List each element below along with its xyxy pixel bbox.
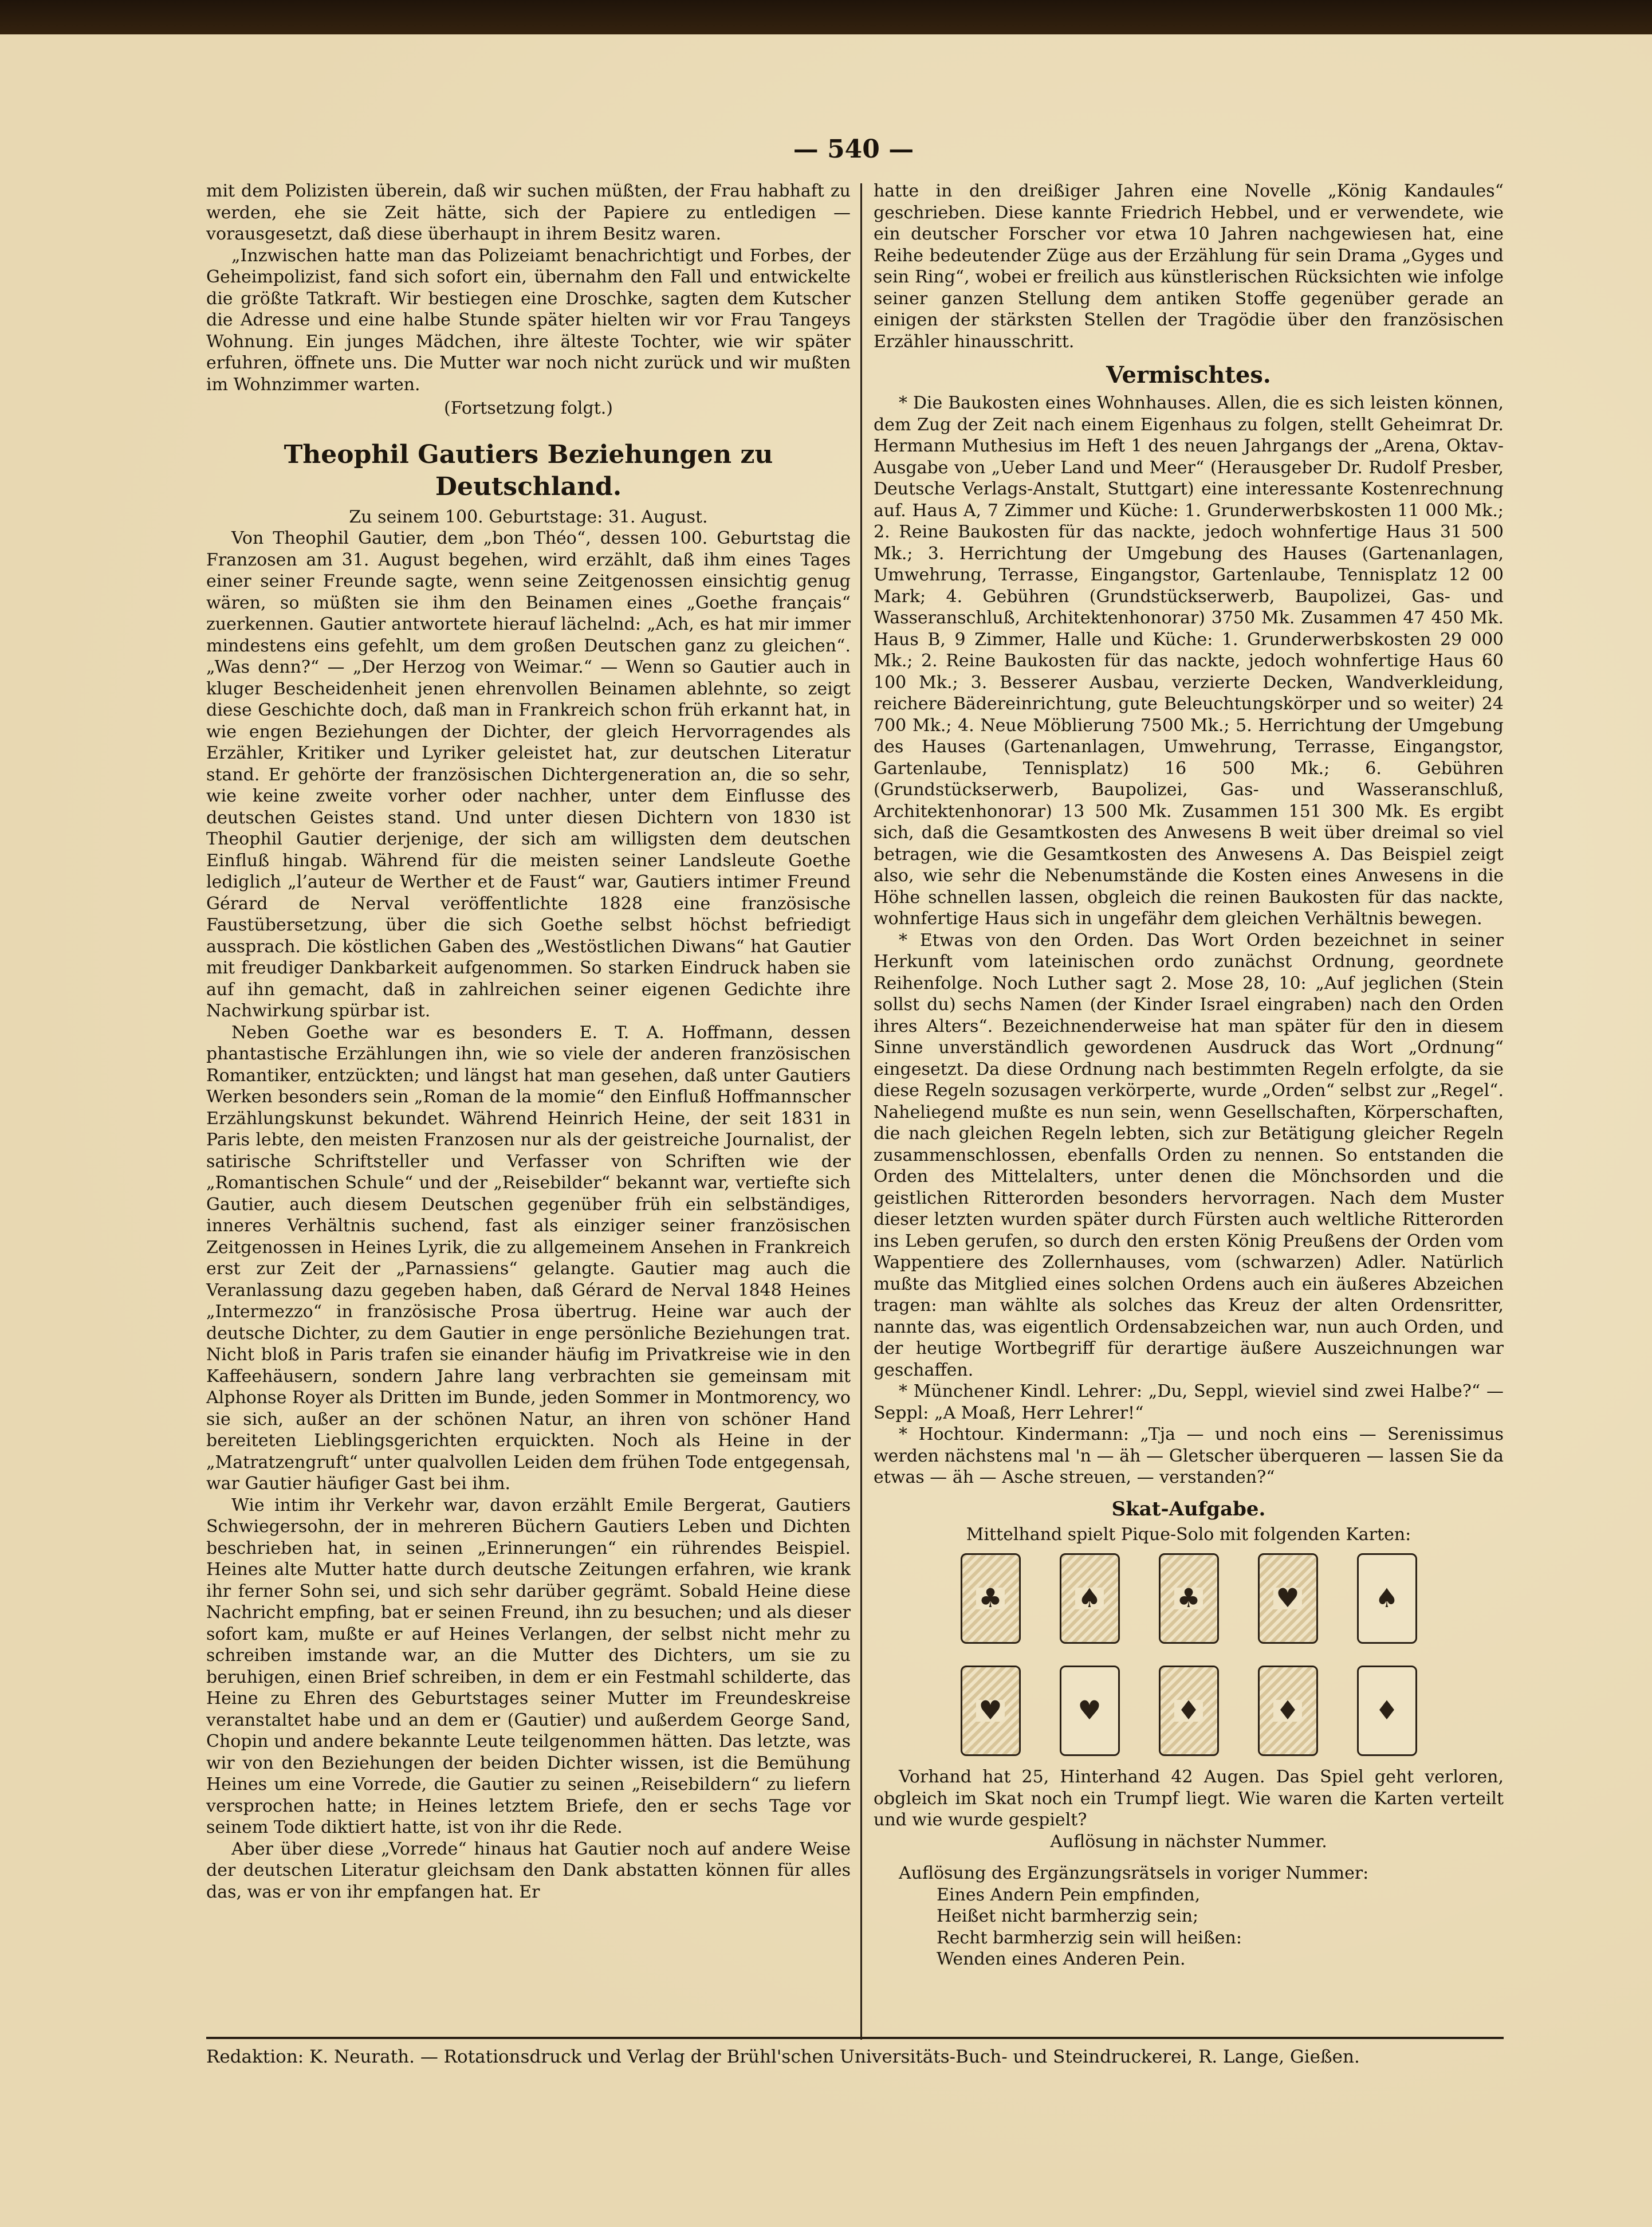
imprint: Redaktion: K. Neurath. — Rotationsdruck und Verlag der Brühl'schen Universitäts-Buch- und Steindruckerei, R. Lange, Gießen. — [206, 2047, 1360, 2067]
fortsetzung-note: (Fortsetzung folgt.) — [444, 398, 613, 418]
right-column — [874, 180, 1504, 1970]
spade-suit-icon: ♠ — [1075, 1588, 1103, 1609]
playing-card — [1357, 1666, 1417, 1756]
story-paragraph-2: „Inzwischen hatte man das Polizeiamt benachrichtigt und Forbes, der Geheimpolizist, fand sich sofort ein, übernahm den Fall und entwickelte die größte Tatkraft. Wir bestiegen eine Droschke, sagten dem Kutscher die Adresse und eine halbe Stunde später hielten wir vor Frau Tangeys Wohnung. Ein junges Mädchen, ihre älteste Tochter, wie wir später erfuhren, öffnete uns. Die Mutter war noch nicht zurück und wir mußten im Wohnzimmer warten. — [206, 245, 851, 395]
story-paragraph-1: mit dem Polizisten überein, daß wir suchen müßten, der Frau habhaft zu werden, ehe sie Zeit hätte, sich der Papiere zu entledigen — vorausgesetzt, daß diese überhaupt in ihrem Besitz waren. — [206, 181, 851, 244]
page-number: — 540 — — [793, 135, 914, 164]
skat-title: Skat-Aufgabe. — [1111, 1497, 1266, 1521]
article-paragraph-4: Aber über diese „Vorrede“ hinaus hat Gautier noch auf andere Weise der deutschen Literatur gleichsam den Dank abstatten können für alles das, was er von ihr empfangen hat. Er — [206, 1839, 851, 1902]
left-column — [206, 180, 851, 1903]
playing-card — [1060, 1666, 1120, 1756]
diamond-suit-icon: ♦ — [1375, 1695, 1399, 1726]
misc-item-baukosten: * Die Baukosten eines Wohnhauses. Allen, die es sich leisten können, dem Zug der Zeit nach einem Eigenhaus zu folgen, stellt Geheimrat Dr. Hermann Muthesius im Heft 1 des neuen Jahrgangs der „Arena, Oktav-Ausgabe von „Ueber Land und Meer“ (Herausgeber Dr. Rudolf Presber, Deutsche Verlags-Anstalt, Stuttgart) eine interessante Kostenrechnung auf. Haus A, 7 Zimmer und Küche: 1. Grunderwerbskosten 11 000 Mk.; 2. Reine Baukosten für das nackte, jedoch wohnfertige Haus 31 500 Mk.; 3. Herrichtung der Umgebung des Hauses (Gartenanlagen, Umwehrung, Terrasse, Eingangstor, Gartenlaube, Tennisplatz 12 00 Mark; 4. Gebühren (Grundstückserwerb, Baupolizei, Gas- und Wasseranschluß, Architektenhonorar) 3750 Mk. Zusammen 47 450 Mk. Haus B, 9 Zimmer, Halle und Küche: 1. Grunderwerbskosten 29 000 Mk.; 2. Reine Baukosten für das nackte, jedoch wohnfertige Haus 60 100 Mk.; 3. Besserer Ausbau, verzierte Decken, Wandverkleidung, reichere Bädereinrichtung, gute Beleuchtungskörper und so weiter) 24 700 Mk.; 4. Neue Möblierung 7500 Mk.; 5. Herrichtung der Umgebung des Hauses (Gartenanlagen, Umwehrung, Terrasse, Eingangstor, Gartenlaube, Tennisplatz) 16 500 Mk.; 6. Gebühren (Grundstückserwerb, Baupolizei, Gas- und Wasseranschluß, Architektenhonorar) 13 500 Mk. Zusammen 151 300 Mk. Es ergibt sich, daß die Gesamtkosten des Anwesens B weit über dreimal so viel betragen, wie die Gesamtkosten des Anwesens A. Das Beispiel zeigt also, wie sehr die Nebenumstände die Kosten eines Anwesens in die Höhe schnellen lassen, obgleich die reinen Baukosten für das nackte, wohnfertige Haus sich in ungefähr dem gleichen Verhältnis bewegen. — [874, 393, 1504, 929]
skat-solution-note: Auflösung in nächster Nummer. — [1050, 1831, 1327, 1852]
column-divider — [860, 183, 862, 2040]
verse-line: Eines Andern Pein empfinden, — [937, 1884, 1201, 1905]
heart-suit-icon: ♥ — [1273, 1588, 1301, 1609]
previous-solution-intro: Auflösung des Ergänzungsrätsels in voriger Nummer: — [899, 1863, 1369, 1883]
misc-item-orden: * Etwas von den Orden. Das Wort Orden bezeichnet in seiner Herkunft vom lateinischen ordo zunächst Ordnung, geordnete Reihenfolge. Noch Luther sagt 2. Mose 28, 10: „Auf jeglichen (Stein sollst du) sechs Namen (der Kinder Israel eingraben) nach den Orden ihres Alters“. Bezeichnenderweise hat man später für den in diesem Sinne unverständlich gewordenen Ausdruck das Wort „Ordnung“ eingesetzt. Da diese Ordnung nach bestimmten Regeln erfolgte, da sie diese Regeln sozusagen verkörperte, wurde „Orden“ selbst zur „Regel“. Naheliegend mußte es nun sein, wenn Gesellschaften, Körperschaften, die nach gleichen Regeln lebten, sich zur Betätigung gleicher Regeln zusammenschlossen, ebenfalls Orden zu nennen. So entstanden die Orden des Mittelalters, unter denen die Mönchsorden und die geistlichen Ritterorden besonders hervorragen. Nach dem Muster dieser letzten wurden später durch Fürsten auch weltliche Ritterorden ins Leben gerufen, so durch den ersten König Preußens der Orden vom Wappentiere des Zollernhauses, vom (schwarzen) Adler. Natürlich mußte das Mitglied eines solchen Ordens auch ein äußeres Abzeichen tragen: man wählte als solches das Kreuz der alten Ordensritter, nannte das, was eigentlich Ordensabzeichen war, nun auch Orden, und der heutige Wortbegriff für derartige äußere Auszeichnungen war geschaffen. — [874, 930, 1504, 1380]
verse-line: Heißet nicht barmherzig sein; — [937, 1906, 1199, 1926]
skat-intro: Mittelhand spielt Pique-Solo mit folgenden Karten: — [966, 1524, 1411, 1545]
article-subtitle: Zu seinem 100. Geburtstage: 31. August. — [349, 506, 708, 527]
playing-card — [1258, 1553, 1318, 1644]
article-title: Theophil Gautiers Beziehungen zu Deutschland. — [284, 439, 773, 501]
playing-card — [1060, 1553, 1120, 1644]
verse-line: Recht barmherzig sein will heißen: — [937, 1927, 1242, 1948]
heart-suit-icon: ♥ — [976, 1700, 1004, 1722]
playing-card — [961, 1666, 1021, 1756]
playing-card — [1159, 1666, 1219, 1756]
playing-card — [1159, 1553, 1219, 1644]
skat-question: Vorhand hat 25, Hinterhand 42 Augen. Das Spiel geht verloren, obgleich im Skat noch ein Trumpf liegt. Wie waren die Karten verteilt und wie wurde gespielt? — [874, 1767, 1504, 1830]
article-paragraph-2: Neben Goethe war es besonders E. T. A. Hoffmann, dessen phantastische Erzählungen ihn, wie so viele der anderen französischen Romantiker, entzückten; und längst hat man gesehen, daß unter Gautiers Werken besonders sein „Roman de la momie“ den Einfluß Hoffmannscher Erzählungskunst bekundet. Während Heinrich Heine, der seit 1831 in Paris lebte, den meisten Franzosen nur als der geistreiche Journalist, der satirische Schriftsteller und Verfasser von Schriften wie der „Romantischen Schule“ und der „Reisebilder“ bekannt war, vertiefte sich Gautier, auch diesem Deutschen gegenüber früh ein selbständiges, inneres Verhältnis suchend, fast als einziger seiner französischen Zeitgenossen in Heines Lyrik, die zu allgemeinem Ansehen in Frankreich erst zur Zeit der „Parnassiens“ gelangte. Gautier mag auch die Veranlassung dazu gegeben haben, daß Gérard de Nerval 1848 Heines „Intermezzo“ in französische Prosa übertrug. Heine war auch der deutsche Dichter, zu dem Gautier in enge persönliche Beziehungen trat. Nicht bloß in Paris trafen sie einander häufig im Privatkreise wie in den Kaffeehäusern, sondern Jahre lang verbrachten sie gemeinsam mit Alphonse Royer als Dritten im Bunde, jeden Sommer in Montmorency, wo sie sich, außer an der schönen Natur, an ihren von schöner Hand bereiteten Lieblingsgerichten erquickten. Noch als Heine in der „Matratzengruft“ unter qualvollen Leiden dem frühen Tode entgegensah, war Gautier häufiger Gast bei ihm. — [206, 1022, 851, 1494]
bottom-rule — [206, 2037, 1504, 2039]
misc-item-muenchener-kindl: * Münchener Kindl. Lehrer: „Du, Seppl, wieviel sind zwei Halbe?“ — Seppl: „A Moaß, Herr Lehrer!“ — [874, 1381, 1504, 1423]
article-paragraph-1: Von Theophil Gautier, dem „bon Théo“, dessen 100. Geburtstag die Franzosen am 31. August begehen, wird erzählt, daß ihm eines Tages einer seiner Freunde sagte, wenn seine Zeitgenossen einsichtig genug wären, so müßten sie ihm den Beinamen eines „Goethe français“ zuerkennen. Gautier antwortete hierauf lächelnd: „Ach, es hat mir immer mindestens eins gefehlt, um dem großen Deutschen ganz zu gleichen“. „Was denn?“ — „Der Herzog von Weimar.“ — Wenn so Gautier auch in kluger Bescheidenheit jenen ehrenvollen Beinamen ablehnte, so zeigt diese Geschichte doch, daß man in Frankreich schon früh erkannt hat, in wie engen Beziehungen der Dichter, der gleich Hervorragendes als Erzähler, Kritiker und Lyriker geleistet hat, zur deutschen Literatur stand. Er gehörte der französischen Dichtergeneration an, die so sehr, wie keine zweite vorher oder nachher, unter dem Einflusse des deutschen Geistes stand. Und unter diesen Dichtern von 1830 ist Theophil Gautier derjenige, der sich am willigsten dem deutschen Einfluß hingab. Während für die meisten seiner Landsleute Goethe lediglich „l’auteur de Werther et de Faust“ war, Gautiers intimer Freund Gérard de Nerval veröffentlichte 1828 eine französische Faustübersetzung, über die sich Goethe selbst höchst befriedigt aussprach. Die köstlichen Gaben des „Westöstlichen Diwans“ hat Gautier mit freudiger Dankbarkeit aufgenommen. So starken Eindruck haben sie auf ihn gemacht, daß in zahlreichen seiner eigenen Gedichte ihre Nachwirkung spürbar ist. — [206, 528, 851, 1021]
heart-suit-icon: ♥ — [1077, 1695, 1102, 1726]
skat-cards — [874, 1553, 1504, 1756]
club-suit-icon: ♣ — [976, 1588, 1004, 1609]
club-suit-icon: ♣ — [1174, 1588, 1202, 1609]
article-continuation: hatte in den dreißiger Jahren eine Novelle „König Kandaules“ geschrieben. Diese kannte Friedrich Hebbel, und er verwendete, wie ein deutscher Forscher vor etwa 10 Jahren nachgewiesen hat, eine Reihe bedeutender Züge aus der Erzählung für sein Drama „Gyges und sein Ring“, wobei er freilich aus künstlerischen Rücksichten wie infolge seiner ganzen Stellung dem antiken Stoffe gegenüber gerade an einigen der stärksten Stellen der Tragödie über den französischen Erzähler hinausschritt. — [874, 181, 1504, 352]
playing-card — [1258, 1666, 1318, 1756]
playing-card — [1357, 1553, 1417, 1644]
misc-item-hochtour: * Hochtour. Kindermann: „Tja — und noch eins — Serenissimus werden nächstens mal 'n — äh — Gletscher überqueren — lassen Sie da etwas — äh — Asche streuen, — verstanden?“ — [874, 1424, 1504, 1487]
diamond-suit-icon: ♦ — [1174, 1700, 1202, 1722]
article-paragraph-3: Wie intim ihr Verkehr war, davon erzählt Emile Bergerat, Gautiers Schwiegersohn, der in mehreren Büchern Gautiers Leben und Dichten beschrieben hat, in seinen „Erinnerungen“ ein rührendes Beispiel. Heines alte Mutter hatte durch deutsche Zeitungen erfahren, wie krank ihr ferner Sohn sei, und sich sehr darüber gegrämt. Sobald Heine diese Nachricht empfing, bat er seinen Freund, ihn zu besuchen; und als dieser sofort kam, mußte er auf Heines Verlangen, der selbst nicht mehr zu schreiben imstande war, an die Mutter des Dichters, um sie zu beruhigen, einen Brief schreiben, in dem er ein Festmahl schilderte, das Heine zu Ehren des Geburtstages seiner Mutter im Freundeskreise veranstaltet habe und an dem er (Gautier) und außerdem George Sand, Chopin und andere bekannte Leute teilgenommen hätten. Das letzte, was wir von den Beziehungen der beiden Dichter wissen, ist die Bemühung Heines um eine Vorrede, die Gautier zu seinen „Reisebildern“ zu liefern versprochen hatte; in Heines letztem Briefe, den er sechs Tage vor seinem Tode diktiert hatte, ist von ihr die Rede. — [206, 1495, 851, 1837]
verse-line: Wenden eines Anderen Pein. — [937, 1949, 1186, 1969]
playing-card — [961, 1553, 1021, 1644]
diamond-suit-icon: ♦ — [1273, 1700, 1301, 1722]
spade-suit-icon: ♠ — [1375, 1582, 1399, 1614]
section-title: Vermischtes. — [1106, 362, 1271, 388]
